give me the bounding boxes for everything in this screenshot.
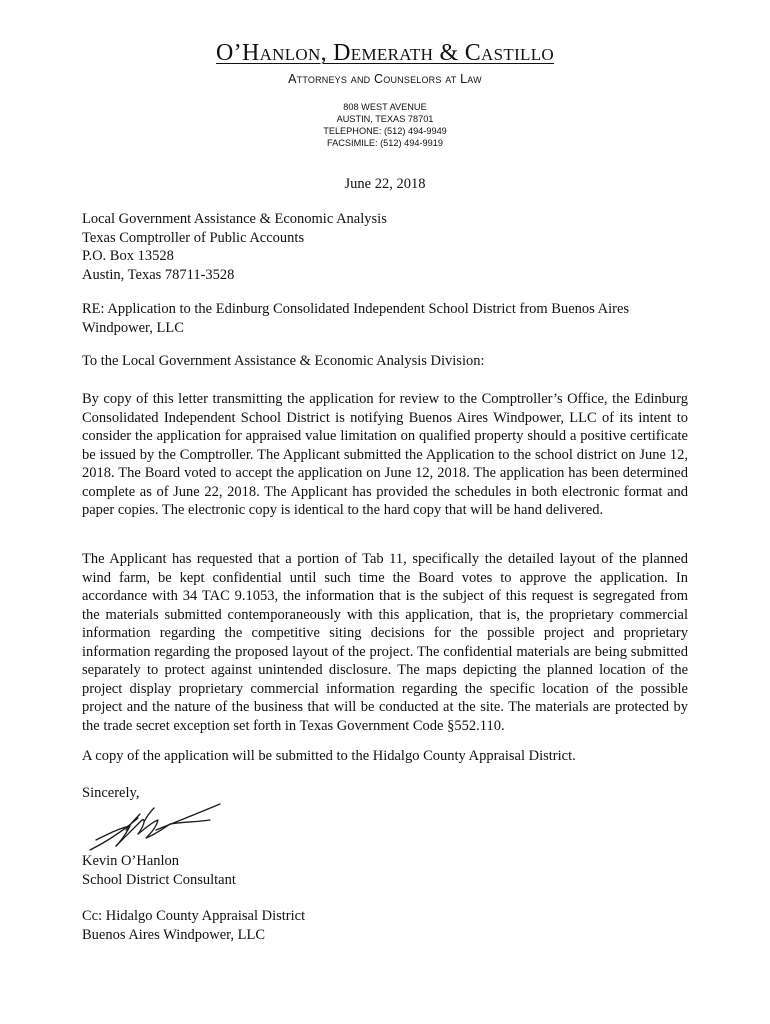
address-facsimile: FACSIMILE: (512) 494-9919 bbox=[327, 138, 443, 148]
signer-block bbox=[82, 852, 688, 889]
closing: Sincerely, bbox=[82, 785, 140, 801]
recipient-line: P.O. Box 13528 bbox=[82, 248, 174, 264]
recipient-line: Local Government Assistance & Economic Analysis bbox=[82, 211, 387, 227]
body-paragraph-2: The Applicant has requested that a portion of Tab 11, specifically the detailed layout of the planned wind farm, be kept confidential until such time the Board votes to approve the application. In accordance with 34 TAC 9.1053, the information that is the subject of this request is segregated from the materials submitted contemporaneously with this application, that is, the proprietary commercial information regarding the competitive siting decisions for the possible project and proprietary information regarding the proposed layout of the project. The confidential materials are being submitted separately to protect against unintended disclosure. The maps depicting the planned location of the project display proprietary commercial information regarding the specific location of the possible project and the nature of the business that will be conducted at the site. The materials are protected by the trade secret exception set forth in Texas Government Code §552.110. bbox=[82, 551, 688, 734]
signature-image bbox=[86, 800, 226, 856]
cc-line: Buenos Aires Windpower, LLC bbox=[82, 926, 266, 943]
letter-date: June 22, 2018 bbox=[344, 176, 426, 192]
handwritten-signature-icon bbox=[86, 800, 226, 856]
salutation: To the Local Government Assistance & Economic Analysis Division: bbox=[82, 353, 485, 369]
cc-block bbox=[82, 907, 688, 944]
body-paragraph-3: A copy of the application will be submitted to the Hidalgo County Appraisal District. bbox=[82, 748, 576, 764]
address-telephone: TELEPHONE: (512) 494-9949 bbox=[323, 126, 447, 136]
address-city: AUSTIN, TEXAS 78701 bbox=[336, 114, 434, 124]
recipient-line: Austin, Texas 78711-3528 bbox=[82, 266, 235, 283]
address-street: 808 WEST AVENUE bbox=[343, 102, 427, 112]
firm-subtitle: Attorneys and Counselors at Law bbox=[288, 72, 482, 86]
recipient-address bbox=[82, 210, 688, 284]
recipient-line: Texas Comptroller of Public Accounts bbox=[82, 229, 305, 246]
signer-name: Kevin O’Hanlon bbox=[82, 853, 180, 869]
cc-line: Cc: Hidalgo County Appraisal District bbox=[82, 908, 306, 924]
firm-address bbox=[0, 101, 770, 149]
subject-line: RE: Application to the Edinburg Consolidated Independent School District from Buenos Aires Windpower, LLC bbox=[82, 301, 630, 336]
body-paragraph-1: By copy of this letter transmitting the application for review to the Comptroller’s Office, the Edinburg Consolidated Independent School District is notifying Buenos Aires Windpower, LLC of its intent to consider the application for appraised value limitation on qualified property should a positive certificate be issued by the Comptroller. The Applicant submitted the Application to the school district on June 12, 2018. The Board voted to accept the application on June 12, 2018. The application has been determined complete as of June 22, 2018. The Applicant has provided the schedules in both electronic format and paper copies. The electronic copy is identical to the hard copy that will be hand delivered. bbox=[82, 391, 688, 518]
firm-name: O’Hanlon, Demerath & Castillo bbox=[216, 40, 554, 66]
signer-title: School District Consultant bbox=[82, 871, 236, 888]
